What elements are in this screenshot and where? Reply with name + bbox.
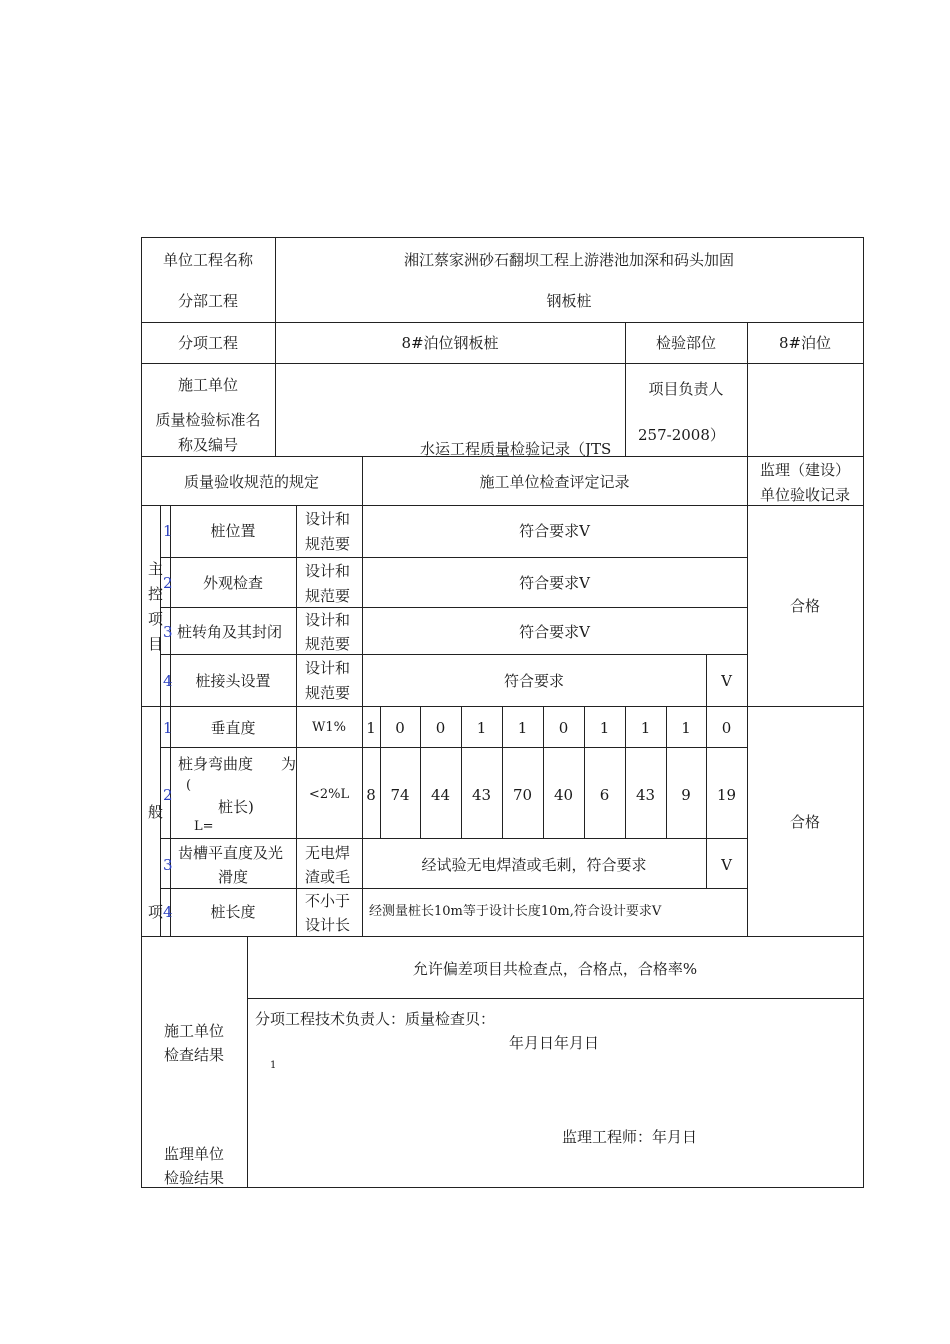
item-name: 垂直度 (210, 719, 256, 737)
measure-value: 0 (395, 719, 405, 737)
general-group-label-char: 项 (148, 903, 164, 921)
subitem-label: 分项工程 (177, 334, 238, 352)
item-number: 3 (163, 856, 173, 874)
project-leader-label: 项目负责人 (648, 380, 724, 398)
measure-value: 8 (366, 786, 376, 804)
supervision-header-1: 监理（建设） (759, 461, 850, 479)
measure-value: 1 (681, 719, 691, 737)
item-requirement: 不小于 (305, 892, 351, 910)
measure-value: 43 (471, 786, 492, 804)
item-requirement: <2%L (308, 787, 350, 802)
division-value: 钢板桩 (546, 292, 592, 310)
item-number: 3 (163, 623, 173, 641)
item-name: 齿槽平直度及光 (178, 844, 284, 862)
standard-label-2: 称及编号 (177, 436, 238, 454)
check-mark: V (721, 672, 732, 690)
item-number: 4 (163, 903, 173, 921)
item-name: 桩长度 (210, 903, 256, 921)
item-requirement: 设计长 (305, 916, 351, 934)
tech-leader-line: 分项工程技术负责人：质量检查贝： (255, 1010, 496, 1028)
item-record: 符合要求V (519, 574, 590, 592)
item-record: 符合要求 (503, 672, 564, 690)
standard-value-1: 水运工程质量检验记录（JTS (420, 440, 612, 458)
item-requirement: 无电焊 (305, 844, 351, 862)
item-number: 4 (163, 672, 173, 690)
item-name: 桩长) (218, 798, 254, 816)
unit-project-label: 单位工程名称 (162, 251, 253, 269)
spec-column-header: 质量验收规范的规定 (183, 473, 319, 491)
item-name: 为 (281, 755, 297, 773)
item-requirement: 规范要 (305, 587, 351, 605)
constructor-label: 施工单位 (177, 376, 238, 394)
measure-value: 74 (390, 786, 410, 804)
item-number: 1 (163, 719, 173, 737)
item-requirement: 渣或毛 (305, 868, 351, 886)
measure-value: 0 (558, 719, 569, 737)
item-requirement: 设计和 (305, 659, 351, 677)
item-requirement: 规范要 (305, 635, 351, 653)
supervision-result-label-1: 监理单位 (163, 1145, 224, 1163)
inspect-part-label: 检验部位 (655, 334, 716, 352)
general-group-result: 合格 (789, 813, 820, 831)
main-group-label-char: 主 (148, 560, 164, 578)
item-record: 符合要求V (519, 623, 590, 641)
main-group-label-char: 控 (148, 585, 164, 603)
item-name: 桩转角及其封闭 (177, 623, 283, 641)
standard-value-2: 257-2008） (638, 426, 725, 444)
item-name: 桩接头设置 (195, 672, 271, 690)
item-name: ( (186, 778, 192, 793)
division-label: 分部工程 (177, 292, 238, 310)
measure-value: 9 (681, 786, 691, 804)
item-number: 2 (163, 786, 173, 804)
item-record: 符合要求V (519, 522, 590, 540)
check-mark: V (721, 856, 732, 874)
supervision-header-2: 单位验收记录 (759, 486, 850, 504)
item-requirement: 设计和 (305, 562, 351, 580)
measure-value: 1 (517, 719, 528, 737)
item-name: L= (194, 819, 214, 834)
item-requirement: 设计和 (305, 510, 351, 528)
signature-dates: 年月日年月日 (509, 1034, 600, 1052)
unit-project-value: 湘江蔡家洲砂石翻坝工程上游港池加深和码头加固 (403, 251, 734, 269)
item-record: 经测量桩长10m等于设计长度10m,符合设计要求V (369, 904, 662, 919)
item-name: 滑度 (217, 868, 248, 886)
item-requirement: 规范要 (305, 684, 351, 702)
measure-value: 43 (635, 786, 656, 804)
measure-value: 44 (430, 786, 451, 804)
item-number: 2 (163, 574, 173, 592)
item-name: 外观检查 (202, 574, 263, 592)
measure-value: 1 (476, 719, 487, 737)
item-record: 经试验无电焊渣或毛刺，符合要求 (421, 856, 647, 874)
inspect-part-value: 8#泊位 (778, 334, 832, 352)
measure-value: 40 (553, 786, 574, 804)
general-group-label-char: 般 (148, 803, 164, 821)
item-requirement: 规范要 (305, 535, 351, 553)
check-result-label-1: 施工单位 (163, 1022, 224, 1040)
item-number: 1 (163, 522, 173, 540)
measure-value: 6 (599, 786, 610, 804)
record-column-header: 施工单位检查评定记录 (479, 473, 630, 491)
main-group-label-char: 项 (148, 610, 164, 628)
measure-value: 1 (366, 719, 376, 737)
main-group-result: 合格 (789, 597, 820, 615)
measure-value: 19 (716, 786, 737, 804)
item-name: 桩位置 (210, 522, 256, 540)
allowance-summary: 允许偏差项目共检查点，合格点，合格率% (412, 960, 698, 978)
footnote-mark: 1 (270, 1060, 277, 1071)
measure-value: 0 (721, 719, 732, 737)
measure-value: 1 (640, 719, 651, 737)
standard-label-1: 质量检验标准名 (155, 411, 261, 429)
check-result-label-2: 检查结果 (163, 1046, 224, 1064)
supervision-result-label-2: 检验结果 (163, 1169, 224, 1187)
item-requirement: 设计和 (305, 611, 351, 629)
measure-value: 0 (435, 719, 446, 737)
item-name: 桩身弯曲度 (178, 755, 254, 773)
main-group-label-char: 目 (148, 635, 164, 653)
measure-value: 70 (512, 786, 533, 804)
item-requirement: W1% (312, 720, 346, 735)
measure-value: 1 (599, 719, 610, 737)
subitem-value: 8#泊位钢板桩 (401, 334, 499, 352)
supervision-engineer-line: 监理工程师：年月日 (562, 1128, 698, 1146)
